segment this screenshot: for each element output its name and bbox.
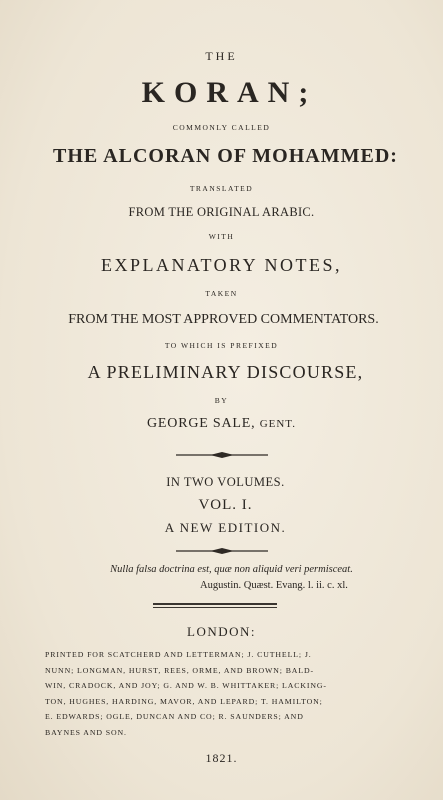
- author-name: GEORGE SALE,: [147, 416, 256, 431]
- commonly-called-line: COMMONLY CALLED: [172, 123, 271, 132]
- explanatory-notes-line: EXPLANATORY NOTES,: [100, 255, 342, 275]
- imprint-line: TON, HUGHES, HARDING, MAVOR, AND LEPARD; T. HAMILTON;: [45, 696, 323, 706]
- translated-line: TRANSLATED: [189, 184, 254, 193]
- imprint-line: WIN, CRADOCK, AND JOY; G. AND W. B. WHITTAKER; LACKING-: [45, 681, 327, 691]
- volume-number: VOL. I.: [198, 497, 253, 513]
- ornamental-divider: [0, 451, 443, 459]
- taken-line: TAKEN: [205, 289, 238, 298]
- double-rule: [153, 603, 277, 610]
- prefixed-line: TO WHICH IS PREFIXED: [164, 341, 279, 350]
- title-article: THE: [205, 49, 238, 63]
- imprint-place: LONDON:: [187, 624, 256, 639]
- commentators-line: FROM THE MOST APPROVED COMMENTATORS.: [68, 312, 379, 327]
- imprint-block: [45, 647, 401, 741]
- publication-year: 1821.: [205, 751, 238, 765]
- from-original-line: FROM THE ORIGINAL ARABIC.: [128, 205, 315, 219]
- imprint-line: BAYNES AND SON.: [45, 727, 127, 737]
- preliminary-discourse-line: A PRELIMINARY DISCOURSE,: [87, 362, 364, 382]
- epigraph: Nulla falsa doctrina est, quæ non aliquid veri permisceat.: [110, 564, 353, 575]
- author-line: [0, 417, 443, 431]
- imprint-line: E. EDWARDS; OGLE, DUNCAN AND CO; R. SAUNDERS; AND: [45, 712, 304, 722]
- alternate-title: THE ALCORAN OF MOHAMMED:: [53, 145, 398, 167]
- author-suffix: GENT.: [259, 418, 296, 430]
- ornamental-divider: [0, 547, 443, 555]
- epigraph-source: Augustin. Quæst. Evang. l. ii. c. xl.: [200, 580, 348, 591]
- by-line: BY: [214, 396, 229, 405]
- imprint-line: PRINTED FOR SCATCHERD AND LETTERMAN; J. CUTHELL; J.: [45, 650, 312, 659]
- main-title: KORAN;: [141, 76, 318, 109]
- volumes-line: IN TWO VOLUMES.: [166, 475, 285, 489]
- imprint-line: NUNN; LONGMAN, HURST, REES, ORME, AND BROWN; BALD-: [45, 665, 315, 675]
- edition-line: A NEW EDITION.: [164, 520, 287, 535]
- with-line: WITH: [208, 232, 235, 241]
